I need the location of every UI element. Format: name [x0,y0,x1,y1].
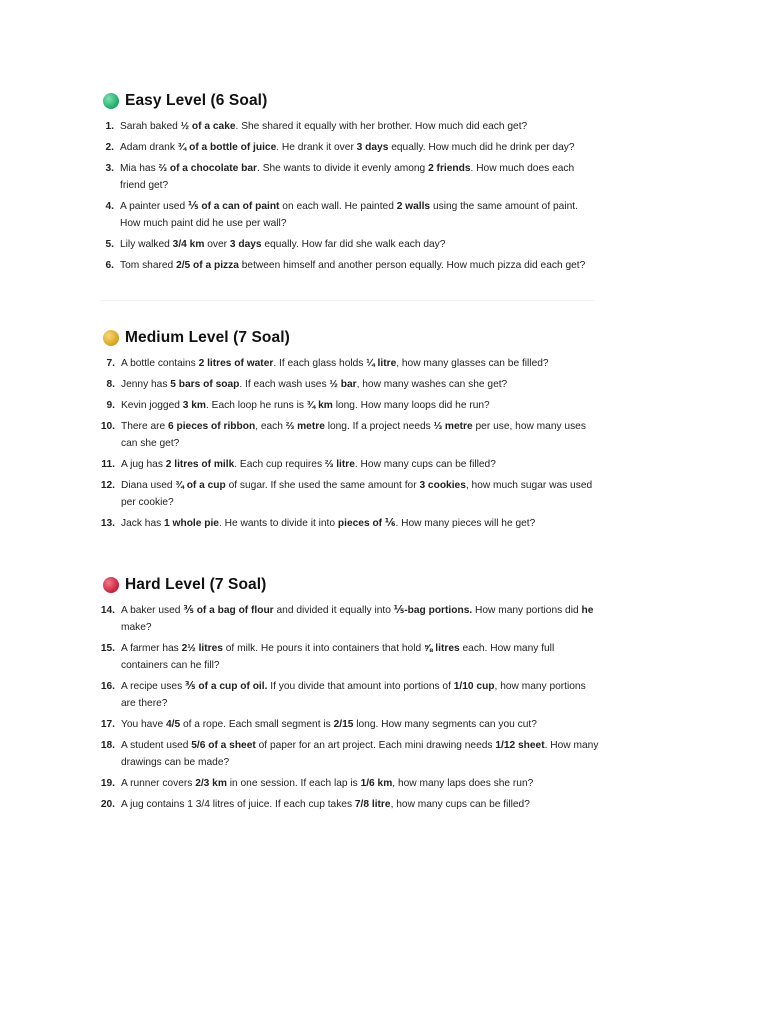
emphasis-text: 3 days [229,239,262,250]
question-text [121,518,535,529]
question-text-part: Jack has [121,518,165,529]
question-text-part: Lily walked [120,239,173,250]
question-item [100,775,600,792]
question-text-part: over [204,239,230,250]
emphasis-text: 2/5 of a pizza [176,260,239,271]
question-number: 19. [100,778,115,789]
question-text-part: of paper for an art project. Each mini drawing needs [255,740,496,751]
hard-heading [100,574,600,596]
hard-question-list [100,602,600,813]
medium-question-list [100,355,600,532]
question-text [121,459,496,470]
question-text-part: . How many cups can be filled? [354,459,496,470]
emphasis-text: 3/4 km [172,239,205,250]
question-text [121,740,598,768]
question-text-part: , how many laps does she run? [392,778,534,789]
question-item [100,716,600,733]
question-text [120,121,527,132]
emphasis-text: he [581,605,594,616]
question-text-part: . Each cup requires [234,459,325,470]
question-number: 2. [105,142,114,153]
question-text-part: Adam drank [120,142,178,153]
question-text-part: using the same amount of paint. How much paint did he use per wall? [120,201,578,229]
question-text-part: If you divide that amount into portions of [267,681,454,692]
emphasis-text: ⅔ litre [324,459,355,470]
question-number: 1. [105,121,114,132]
emphasis-text: 7/8 litre [354,799,391,810]
question-text-part: . How much does each friend get? [120,163,575,191]
question-text [121,719,537,730]
question-text-part: How many portions did [472,605,582,616]
question-text-part: and divided it equally into [273,605,394,616]
question-number: 3. [105,163,114,174]
emphasis-text: 2/3 km [195,778,227,789]
question-text-part: per use, how many uses can she get? [121,421,586,449]
question-text-part: . If each glass holds [273,358,367,369]
question-text-part: of milk. He pours it into containers that hold [222,643,424,654]
question-text-part: There are [121,421,168,432]
question-text [120,239,445,250]
question-text [121,799,530,810]
question-number: 14. [100,605,115,616]
emphasis-text: 2 litres of water [198,358,274,369]
easy-question-list [100,118,600,274]
emphasis-text: 3 km [182,400,206,411]
question-text [121,643,554,671]
red-circle-icon [103,577,119,593]
medium-section [100,327,600,536]
question-text-part: , each [255,421,286,432]
easy-heading [100,90,600,112]
question-text-part: . How many pieces will he get? [395,518,536,529]
question-number: 8. [106,379,115,390]
question-text [121,379,507,390]
question-text [120,163,574,191]
question-text-part: make? [121,622,152,633]
question-item [100,160,600,194]
question-text-part: , how many washes can she get? [356,379,508,390]
question-number: 7. [106,358,115,369]
question-item [100,376,600,393]
question-number: 12. [100,480,115,491]
question-text-part: . She shared it equally with her brother. How much did each get? [235,121,528,132]
emphasis-text: 5 bars of soap [170,379,240,390]
question-item [100,737,600,771]
question-text-part: , how much sugar was used per cookie? [121,480,593,508]
emphasis-text: ⅕-bag portions. [393,605,473,616]
question-text-part: A recipe uses [121,681,185,692]
question-item [100,397,600,414]
question-text-part: Diana used [121,480,176,491]
emphasis-text: 2/15 [333,719,354,730]
emphasis-text: 4/5 [165,719,181,730]
question-text-part: Mia has [120,163,159,174]
emphasis-text: 3 cookies [419,480,466,491]
emphasis-text: 3 days [356,142,389,153]
question-text-part: A runner covers [121,778,196,789]
question-text [121,605,593,633]
question-number: 10. [100,421,115,432]
emphasis-text: 1/10 cup [453,681,495,692]
question-text-part: , how many glasses can be filled? [396,358,549,369]
question-number: 4. [105,201,114,212]
emphasis-text: ⅓ metre [433,421,473,432]
question-text [121,421,586,449]
emphasis-text: 1/12 sheet [495,740,545,751]
question-text-part: , how many cups can be filled? [390,799,530,810]
question-text-part: A baker used [121,605,184,616]
question-text-part: in one session. If each lap is [226,778,361,789]
medium-title: Medium Level (7 Soal) [125,329,290,346]
emphasis-text: ½ bar [329,379,357,390]
question-text-part: Sarah baked [120,121,181,132]
question-text [121,778,533,789]
emphasis-text: ⅔ metre [285,421,325,432]
emphasis-text: ⅝ litres [423,643,460,654]
emphasis-text: 2 friends [428,163,471,174]
emphasis-text: pieces of ⅙ [337,518,396,529]
green-circle-icon [103,93,119,109]
question-number: 5. [105,239,114,250]
question-item [100,198,600,232]
question-text-part: A bottle contains [121,358,199,369]
hard-title: Hard Level (7 Soal) [125,576,267,593]
question-text-part: , how many portions are there? [121,681,586,709]
question-text-part: A student used [121,740,192,751]
question-number: 11. [101,459,115,470]
emphasis-text: 2 litres of milk [165,459,235,470]
emphasis-text: 1 whole pie [164,518,219,529]
question-text-part: Jenny has [121,379,171,390]
emphasis-text: 5/6 of a sheet [191,740,256,751]
emphasis-text: 1/6 km [360,778,393,789]
medium-heading [100,327,600,349]
question-text-part: . If each wash uses [239,379,330,390]
question-number: 6. [105,260,114,271]
question-text-part: . She wants to divide it evenly among [257,163,429,174]
question-text-part: A jug has [121,459,166,470]
question-item [100,602,600,636]
question-item [100,139,600,156]
question-text-part: long. How many loops did he run? [332,400,490,411]
question-number: 16. [100,681,115,692]
question-item [100,515,600,532]
emphasis-text: ⅔ of a chocolate bar [158,163,258,174]
question-text-part: . Each loop he runs is [205,400,307,411]
question-text-part: . He wants to divide it into [218,518,338,529]
emphasis-text: ¼ litre [366,358,397,369]
emphasis-text: ¾ of a bottle of juice [177,142,277,153]
question-text-part: A farmer has [121,643,182,654]
question-text [121,358,549,369]
question-text-part: equally. How far did she walk each day? [261,239,446,250]
question-text-part: of a rope. Each small segment is [180,719,334,730]
question-text-part: Tom shared [120,260,177,271]
question-text [120,201,578,229]
question-text-part: of sugar. If she used the same amount for [225,480,420,491]
question-text [121,400,490,411]
question-text-part: You have [121,719,166,730]
question-text-part: each. How many full containers can he fill? [121,643,555,671]
emphasis-text: ¾ km [306,400,333,411]
question-number: 20. [100,799,115,810]
question-text-part: equally. How much did he drink per day? [388,142,575,153]
question-item [100,257,600,274]
question-item [100,418,600,452]
emphasis-text: ⅗ of a bag of flour [183,605,274,616]
question-item [100,236,600,253]
emphasis-text: ½ of a cake [180,121,236,132]
question-text-part: A painter used [120,201,188,212]
question-number: 9. [106,400,115,411]
emphasis-text: ¾ of a cup [175,480,226,491]
hard-section [100,574,600,817]
emphasis-text: ⅕ of a can of paint [187,201,280,212]
question-number: 15. [100,643,115,654]
question-text-part: . How many drawings can be made? [121,740,599,768]
easy-title: Easy Level (6 Soal) [125,92,268,109]
question-number: 17. [100,719,115,730]
section-divider [100,300,594,301]
question-text-part: between himself and another person equally. How much pizza did each get? [238,260,586,271]
question-text-part: long. If a project needs [324,421,434,432]
question-item [100,355,600,372]
question-number: 18. [100,740,115,751]
question-text [120,142,575,153]
question-text-part: long. How many segments can you cut? [353,719,537,730]
emphasis-text: 2 walls [396,201,431,212]
question-item [100,796,600,813]
easy-section [100,90,600,278]
question-text-part: on each wall. He painted [279,201,397,212]
question-text [120,260,585,271]
question-text-part: A jug contains 1 3/4 litres of juice. If each cup takes [121,799,355,810]
emphasis-text: ⅗ of a cup of oil. [185,681,268,692]
question-text-part: Kevin jogged [121,400,183,411]
question-text [121,480,592,508]
yellow-circle-icon [103,330,119,346]
question-text [121,681,586,709]
question-item [100,477,600,511]
question-item [100,640,600,674]
question-item [100,118,600,135]
question-item [100,456,600,473]
question-number: 13. [100,518,115,529]
emphasis-text: 2½ litres [181,643,223,654]
question-text-part: . He drank it over [276,142,357,153]
question-item [100,678,600,712]
emphasis-text: 6 pieces of ribbon [168,421,256,432]
